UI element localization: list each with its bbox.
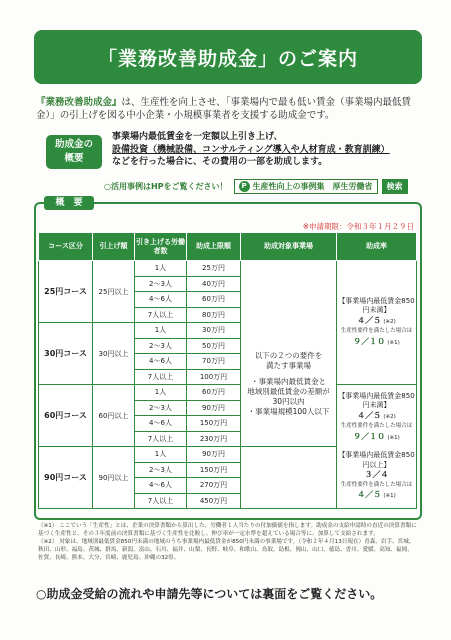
grant-limit: 270万円 <box>187 478 241 494</box>
rate-cell-a <box>337 261 417 385</box>
case-study-reference <box>104 178 422 194</box>
grant-limit: 90万円 <box>187 400 241 416</box>
course-name: 60円コース <box>39 385 93 447</box>
grant-limit: 40万円 <box>187 276 241 292</box>
rate-b-head: 【事業場内最低賃金850円未満】 <box>338 391 415 409</box>
worker-count: 2～3人 <box>135 338 187 354</box>
grant-limit: 30万円 <box>187 323 241 339</box>
worker-count: 7人以上 <box>135 307 187 323</box>
footnote-1: （※1） ここでいう「生産性」とは、企業の決算書類から算出した、労働者１人当たりの付加価値を指します。助成金の支給申請時の直近の決算書類に基づく生産性と、その３年度前の決算書類に基づく生産性を比較し、伸び率が一定水準を超えている場合等に、加算して支給されます。 <box>38 523 417 537</box>
target-line1: 以下の２つの要件を <box>254 351 323 361</box>
header-workers: 引き上げる労働者数 <box>135 233 187 261</box>
target-cell <box>241 323 337 447</box>
rate-b-value: ４／５ <box>357 410 382 420</box>
header-target: 助成対象事業場 <box>241 233 337 261</box>
rate-c-head: 【事業場内最低賃金850円以上】 <box>338 451 415 469</box>
overview-badge <box>46 135 102 169</box>
course-name: 30円コース <box>39 323 93 385</box>
grant-limit: 60万円 <box>187 385 241 401</box>
rate-c-note2: (※1) <box>383 493 396 499</box>
worker-count: 1人 <box>135 323 187 339</box>
rate-b-note2: (※1) <box>387 434 400 441</box>
grant-limit: 25万円 <box>187 261 241 277</box>
rate-a-head: 【事業場内最低賃金850円未満】 <box>338 296 415 315</box>
intro-text: は、生産性を向上させ、「事業場内で最も低い賃金（事業場内最低賃金）」の引上げを図る中小企業・小規模事業者を支援する助成金です。 <box>36 97 411 121</box>
overview-line1: 事業場内最低賃金を一定額以上引き上げ、 <box>112 132 283 142</box>
application-deadline: ※申請期限：令和３年１月２９日 <box>302 222 414 231</box>
p-logo-icon: P <box>239 181 250 192</box>
raise-amount: 60円以上 <box>93 385 135 447</box>
worker-count: 7人以上 <box>135 493 187 509</box>
worker-count: 7人以上 <box>135 431 187 447</box>
search-box[interactable] <box>234 179 378 194</box>
table-header-row <box>39 233 417 261</box>
overview-line2: 設備投資（機械設備、コンサルティング導入や人材育成・教育訓練） <box>112 144 390 155</box>
worker-count: 1人 <box>135 447 187 463</box>
footnote-2: （※2） 対象は、地域別最低賃金850円未満の地域のうち事業場内最低賃金が850円未満の事業場です。（令和２年４月13日現在）青森、岩手、宮城、秋田、山形、福島、茨城、群馬、新潟、富山、石川、福井、山梨、長野、岐阜、和歌山、鳥取、島根、岡山、山口、徳島、香川、愛媛、高知、福岡、佐賀、長崎、熊本、大分、宮崎、鹿児島、沖縄の32県。 <box>38 539 415 561</box>
course-name: 25円コース <box>39 261 93 323</box>
rate-c-value2: ４／５ <box>357 490 382 499</box>
overview-badge-line1: 助成金の <box>54 139 93 150</box>
worker-count: 2～3人 <box>135 276 187 292</box>
grant-limit: 150万円 <box>187 462 241 478</box>
worker-count: 7人以上 <box>135 369 187 385</box>
header-course: コース区分 <box>39 233 93 261</box>
grant-limit: 100万円 <box>187 369 241 385</box>
worker-count: 4～6人 <box>135 478 187 494</box>
raise-amount: 90円以上 <box>93 447 135 509</box>
grant-table <box>38 232 417 509</box>
target-line4: 地域別最低賃金の差額が <box>247 387 330 397</box>
rate-c-value: ３／４ <box>364 470 389 479</box>
grant-limit: 70万円 <box>187 354 241 370</box>
worker-count: 1人 <box>135 261 187 277</box>
grant-limit: 60万円 <box>187 292 241 308</box>
rate-a-value2: ９／１０ <box>353 336 386 346</box>
footer-note: ○助成金受給の流れや申請先等については裏面をご覧ください。 <box>36 587 383 601</box>
rate-b-value2: ９／１０ <box>353 431 386 441</box>
rate-c-sub: 生産性要件を満たした場合は <box>340 481 413 488</box>
grant-limit: 230万円 <box>187 431 241 447</box>
header-limit: 助成上限額 <box>187 233 241 261</box>
worker-count: 2～3人 <box>135 462 187 478</box>
raise-amount: 25円以上 <box>93 261 135 323</box>
search-button[interactable]: 検索 <box>382 179 408 194</box>
rate-b-sub: 生産性要件を満たした場合は <box>340 423 413 429</box>
header-rate: 助成率 <box>337 233 417 261</box>
search-keywords: 生産性向上の事例集 厚生労働省 <box>252 181 373 191</box>
raise-amount: 30円以上 <box>93 323 135 385</box>
grant-limit: 80万円 <box>187 307 241 323</box>
target-line3: ・事業場内最低賃金と <box>251 377 326 387</box>
target-spacer <box>241 261 337 323</box>
rate-a-note2: (※1) <box>387 339 400 346</box>
rate-a-value: ４／５ <box>357 315 382 325</box>
grant-limit: 150万円 <box>187 416 241 432</box>
rate-b-note: (※2) <box>383 413 396 420</box>
worker-count: 2～3人 <box>135 400 187 416</box>
grant-limit: 50万円 <box>187 338 241 354</box>
target-spacer <box>241 447 337 509</box>
rate-a-sub: 生産性要件を満たした場合は <box>340 328 413 335</box>
reference-lead: ○活用事例はHPをご覧ください！ <box>104 181 228 191</box>
intro-paragraph <box>36 96 422 122</box>
table-row <box>39 385 417 401</box>
grant-limit: 90万円 <box>187 447 241 463</box>
title-banner <box>34 30 422 84</box>
rate-a-note: (※2) <box>383 318 396 325</box>
table-row <box>39 261 417 277</box>
grant-limit: 450万円 <box>187 493 241 509</box>
target-line5: 30円以内 <box>272 397 305 407</box>
course-name: 90円コース <box>39 447 93 509</box>
worker-count: 4～6人 <box>135 292 187 308</box>
worker-count: 4～6人 <box>135 416 187 432</box>
worker-count: 4～6人 <box>135 354 187 370</box>
footnotes <box>38 522 418 562</box>
summary-tag: 概 要 <box>44 196 94 210</box>
worker-count: 1人 <box>135 385 187 401</box>
target-line2: 満たす事業場 <box>266 361 311 371</box>
page-title: 「業務改善助成金」のご案内 <box>97 47 358 70</box>
rate-cell-bc <box>337 385 417 509</box>
overview-text <box>112 131 422 169</box>
overview-line3: などを行った場合に、その費用の一部を助成します。 <box>112 157 328 167</box>
header-amount: 引上げ額 <box>93 233 135 261</box>
target-line6: ・事業場規模100人以下 <box>247 407 330 417</box>
intro-grant-name: 『業務改善助成金』 <box>36 97 122 108</box>
overview-badge-line2: 概要 <box>64 153 84 164</box>
